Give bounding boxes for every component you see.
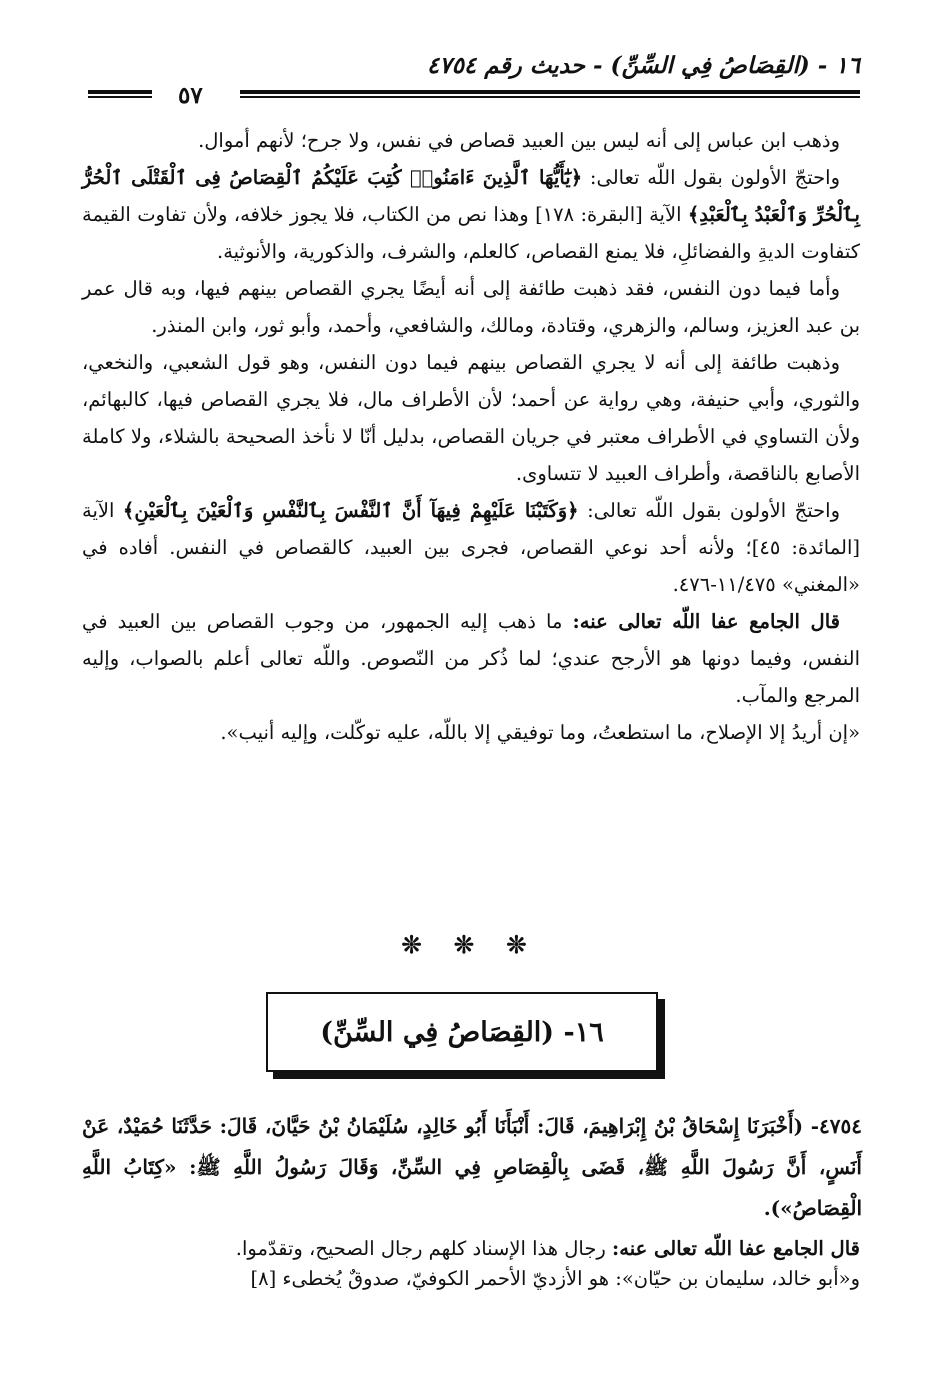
running-header <box>88 52 860 109</box>
page-number: ٥٧ <box>178 82 203 109</box>
paragraph-rest: رجال هذا الإسناد كلهم رجال الصحيح، وتقدّموا. <box>235 1237 606 1260</box>
paragraph-rest: الآية [البقرة: ١٧٨] وهذا نص من الكتاب، فلا يجوز خلافه، ولأن تفاوت القيمة كتفاوت الديةِ والفضائلِ، فلا يمنع القصاص، كالعلم، والشرف، والذكورية، والأنوثية. <box>82 203 860 263</box>
paragraph-intro: واحتجّ الأولون بقول اللّه تعالى: <box>589 166 840 189</box>
paragraph-second-argument <box>82 492 860 603</box>
header-rule-right <box>240 90 860 98</box>
running-title: ١٦ - (القِصَاصُ فِي السِّنِّ) - حديث رقم ٤٧٥٤ <box>426 52 860 79</box>
paragraph-rest: ما ذهب إليه الجمهور، من وجوب القصاص بين العبيد في النفس، وفيما دونها هو الأرجح عندي؛ لما ذُكر من النّصوص. واللّه تعالى أعلم بالصواب، وإليه المرجع والمآب. <box>82 610 860 707</box>
paragraph-below-life: وأما فيما دون النفس، فقد ذهبت طائفة إلى أنه أيضًا يجري القصاص بينهم فيها، وبه قال عمر بن عبد العزيز، وسالم، والزهري، وقتادة، ومالك، والشافعي، وأحمد، وأبو ثور، وابن المنذر. <box>82 277 860 337</box>
chapter-heading-box <box>266 992 658 1072</box>
paragraph-first-argument <box>82 159 860 270</box>
commentary-narrator: و«أبو خالد، سليمان بن حيّان»: هو الأزديّ الأحمر الكوفيّ، صدوقٌ يُخطىء [٨] <box>250 1267 860 1290</box>
quran-verse: ﴿يَٰٓأَيُّهَا ٱلَّذِينَ ءَامَنُوا۟ كُتِبَ عَلَيْكُمُ ٱلْقِصَاصُ فِى ٱلْقَتْلَى ٱلْحُرُّ بِٱلْحُرِّ وَٱلْعَبْدُ بِٱلْعَبْدِ﴾ <box>82 166 860 226</box>
commentary-paragraph <box>82 1234 860 1264</box>
closing-supplication: «إن أريدُ إلا الإصلاح، ما استطعتُ، وما توفيقي إلا باللّه، عليه توكّلت، وإليه أنيب». <box>220 721 860 744</box>
paragraph-rest: الآية [المائدة: ٤٥]؛ ولأنه أحد نوعي القصاص، فجرى بين العبيد، كالقصاص في النفس. أفاده في «المغني» ١١/٤٧٥-٤٧٦. <box>82 499 860 596</box>
quran-verse: ﴿وَكَتَبْنَا عَلَيْهِمْ فِيهَآ أَنَّ ٱلنَّفْسَ بِٱلنَّفْسِ وَٱلْعَيْنَ بِٱلْعَيْنِ﴾ <box>122 499 579 522</box>
paragraph-compiler-view <box>82 603 860 714</box>
paragraph-other-group: وذهبت طائفة إلى أنه لا يجري القصاص بينهم فيما دون النفس، وهو قول الشعبي، والنخعي، والثوري، وأبي حنيفة، وهي رواية عن أحمد؛ لأن الأطراف مال، فلا يجري القصاص فيها، كالبهائم، ولأن التساوي في الأطراف معتبر في جريان القصاص، بدليل أنّا لا نأخذ الصحيحة بالشلاء، ولا كاملة الأصابع بالناقصة، وأطراف العبيد لا تتساوى. <box>82 351 860 485</box>
commentary <box>82 1234 860 1294</box>
hadith-text: ٤٧٥٤- (أَخْبَرَنَا إِسْحَاقُ بْنُ إِبْرَاهِيمَ، قَالَ: أَنْبَأَنَا أَبُو خَالِدٍ، سُلَيْمَانُ بْنُ حَيَّانَ، قَالَ: حَدَّثَنَا حُمَيْدٌ، عَنْ أَنَسٍ، أَنَّ رَسُولَ اللَّهِ ﷺ، قَضَى بِالْقِصَاصِ فِي السِّنِّ، وَقَالَ رَسُولُ اللَّهِ ﷺ: «كِتَابُ اللَّهِ الْقِصَاصُ»). <box>82 1114 862 1220</box>
compiler-lead: قال الجامع عفا اللّه تعالى عنه: <box>612 1237 860 1260</box>
chapter-title: ١٦- (القِصَاصُ فِي السِّنِّ) <box>320 1016 604 1048</box>
paragraph-ibn-abbas: وذهب ابن عباس إلى أنه ليس بين العبيد قصاص في نفس، ولا جرح؛ لأنهم أموال. <box>198 129 840 152</box>
header-rule-left <box>88 90 152 98</box>
body-text <box>82 122 860 751</box>
section-separator: ❊ ❊ ❊ <box>401 930 539 959</box>
paragraph-intro: واحتجّ الأولون بقول اللّه تعالى: <box>587 499 840 522</box>
compiler-lead: قال الجامع عفا اللّه تعالى عنه: <box>572 610 840 633</box>
